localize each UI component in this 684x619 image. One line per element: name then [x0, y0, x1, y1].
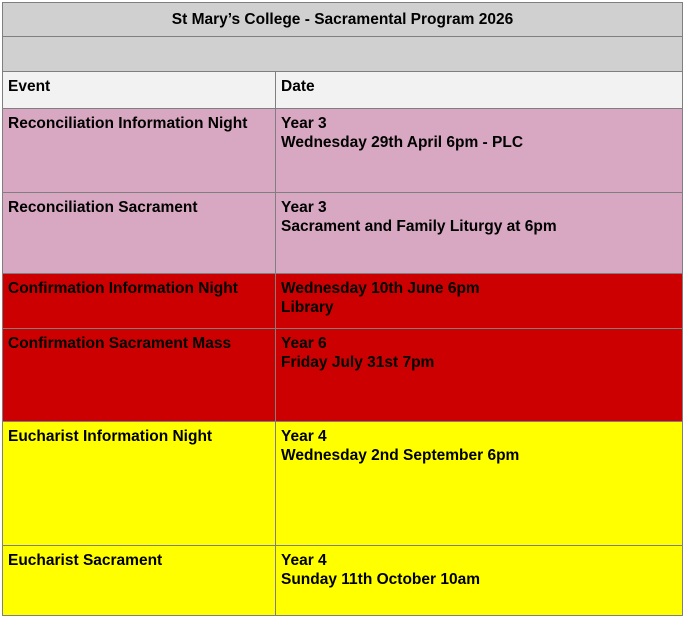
date-line-1: Wednesday 10th June 6pm: [281, 280, 480, 297]
date-line-1: Year 3: [281, 115, 327, 132]
date-cell: [276, 274, 683, 329]
header-row: [3, 72, 683, 109]
table-title: St Mary’s College - Sacramental Program 2026: [3, 3, 683, 37]
table-row: [3, 329, 683, 422]
table-row: [3, 422, 683, 546]
event-cell: Eucharist Information Night: [3, 422, 276, 546]
event-cell: Reconciliation Information Night: [3, 109, 276, 193]
date-cell: [276, 546, 683, 616]
date-cell: [276, 422, 683, 546]
date-cell: [276, 329, 683, 422]
spacer-row: [3, 37, 683, 72]
spacer-cell: [3, 37, 683, 72]
date-column-header: Date: [276, 72, 683, 109]
date-line-1: Year 3: [281, 199, 327, 216]
event-cell: Eucharist Sacrament: [3, 546, 276, 616]
date-line-1: Year 6: [281, 335, 327, 352]
sacramental-program-table: [2, 2, 683, 616]
event-cell: Confirmation Sacrament Mass: [3, 329, 276, 422]
date-line-2: Sacrament and Family Liturgy at 6pm: [281, 218, 557, 235]
event-column-header: Event: [3, 72, 276, 109]
date-line-1: Year 4: [281, 428, 327, 445]
event-cell: Confirmation Information Night: [3, 274, 276, 329]
table-row: [3, 274, 683, 329]
date-cell: [276, 109, 683, 193]
table-row: [3, 109, 683, 193]
title-row: [3, 3, 683, 37]
date-line-1: Year 4: [281, 552, 327, 569]
date-line-2: Wednesday 29th April 6pm - PLC: [281, 134, 524, 151]
table-row: [3, 546, 683, 616]
sacramental-program-document: [2, 2, 682, 616]
date-line-2: Library: [281, 299, 334, 316]
table-row: [3, 193, 683, 274]
date-line-2: Sunday 11th October 10am: [281, 571, 480, 588]
event-cell: Reconciliation Sacrament: [3, 193, 276, 274]
date-line-2: Friday July 31st 7pm: [281, 354, 435, 371]
date-line-2: Wednesday 2nd September 6pm: [281, 447, 520, 464]
date-cell: [276, 193, 683, 274]
